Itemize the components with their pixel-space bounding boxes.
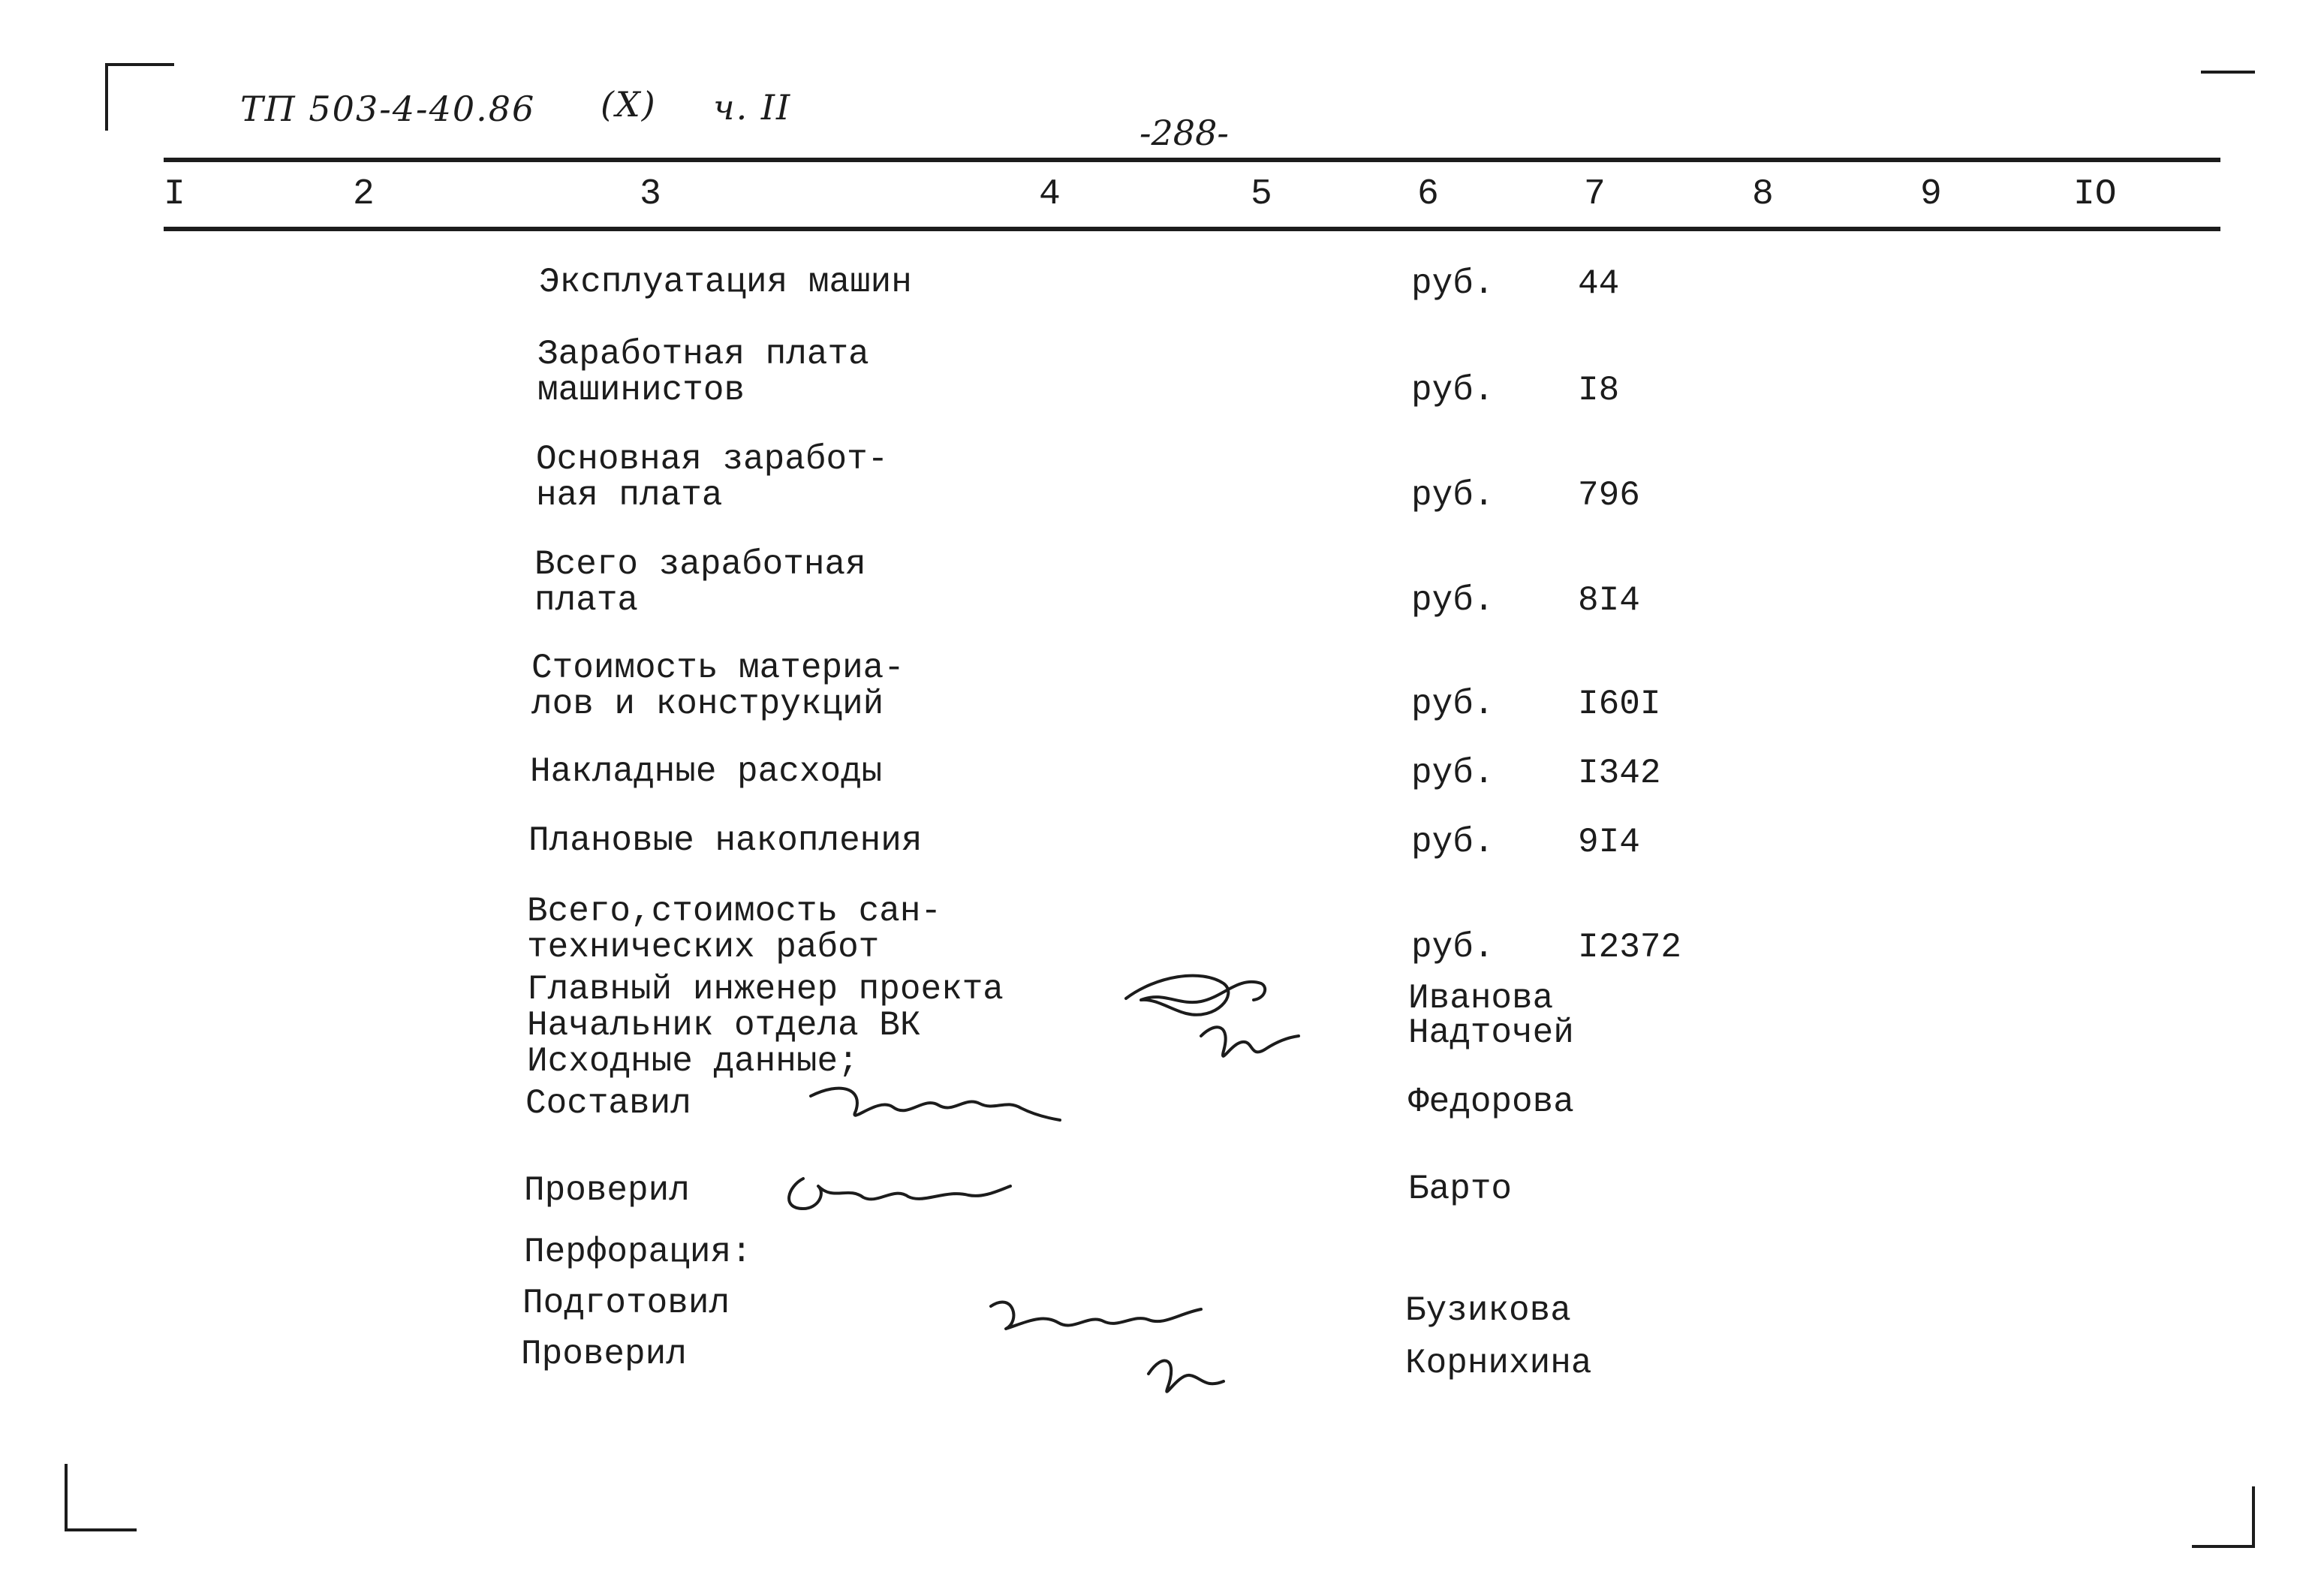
cost-item-label: Стоимость материа- лов и конструкций bbox=[531, 649, 905, 724]
corner-mark-top-left-v bbox=[105, 63, 108, 131]
cost-item-value: 9I4 bbox=[1578, 823, 1640, 862]
handwritten-signature-icon bbox=[976, 1276, 1246, 1411]
cost-item-label: Заработная плата машинистов bbox=[537, 335, 869, 410]
column-number: IO bbox=[2073, 174, 2117, 215]
name-checked-by-2: Корнихина bbox=[1405, 1344, 1592, 1383]
cost-item-value: 796 bbox=[1578, 476, 1640, 515]
cost-item-unit: руб. bbox=[1411, 371, 1495, 410]
name-chief-engineer: Иванова bbox=[1408, 979, 1554, 1018]
corner-mark-top-right-h bbox=[2201, 71, 2255, 74]
role-compiled-by: Составил bbox=[525, 1084, 691, 1123]
column-number: I bbox=[164, 174, 185, 215]
cost-item-unit: руб. bbox=[1411, 476, 1495, 515]
role-prepared-by: Подготовил bbox=[522, 1284, 730, 1323]
column-number: 9 bbox=[1920, 174, 1942, 215]
table-header-bottom-rule bbox=[164, 227, 2220, 231]
role-checked-by: Проверил bbox=[524, 1171, 690, 1210]
part-number: ч. II bbox=[713, 87, 792, 128]
cost-item-unit: руб. bbox=[1411, 823, 1495, 862]
cost-item-value: I60I bbox=[1578, 685, 1661, 724]
cost-item-unit: руб. bbox=[1411, 754, 1495, 793]
cost-item-value: 44 bbox=[1578, 264, 1620, 303]
corner-mark-bottom-left-v bbox=[65, 1464, 68, 1531]
name-checked-by: Барто bbox=[1408, 1170, 1513, 1209]
cost-item-label: Плановые накопления bbox=[528, 821, 923, 860]
page-number: -288- bbox=[1139, 113, 1229, 153]
column-number: 5 bbox=[1251, 174, 1272, 215]
corner-mark-bottom-right-v bbox=[2252, 1486, 2255, 1548]
source-data-label: Исходные данные; bbox=[527, 1042, 859, 1081]
cost-item-label: Накладные расходы bbox=[530, 752, 883, 791]
handwritten-signature-icon bbox=[796, 1066, 1066, 1141]
handwritten-signature-icon bbox=[773, 1156, 1013, 1224]
role-chief-engineer: Главный инженер проекта bbox=[527, 970, 1004, 1009]
column-number: 2 bbox=[353, 174, 375, 215]
name-compiled-by: Федорова bbox=[1408, 1083, 1574, 1122]
perforation-label: Перфорация: bbox=[524, 1233, 752, 1272]
cost-item-label: Эксплуатация машин bbox=[539, 263, 912, 302]
column-number: 6 bbox=[1417, 174, 1439, 215]
role-head-of-department: Начальник отдела ВК bbox=[527, 1006, 921, 1045]
cost-item-unit: руб. bbox=[1411, 264, 1495, 303]
cost-item-value: I8 bbox=[1578, 371, 1620, 410]
cost-item-value: I342 bbox=[1578, 754, 1661, 793]
document-reference: ТП 503-4-40.86 bbox=[240, 89, 536, 129]
cost-item-value: I2372 bbox=[1578, 928, 1682, 967]
handwritten-signature-icon bbox=[1111, 953, 1306, 1081]
cost-item-unit: руб. bbox=[1411, 685, 1495, 724]
column-number: 4 bbox=[1039, 174, 1061, 215]
name-prepared-by: Бузикова bbox=[1405, 1291, 1571, 1330]
cost-item-value: 8I4 bbox=[1578, 581, 1640, 620]
column-number: 3 bbox=[640, 174, 661, 215]
cost-item-unit: руб. bbox=[1411, 928, 1495, 967]
name-head-of-department: Надточей bbox=[1408, 1013, 1574, 1052]
corner-mark-bottom-right-h bbox=[2192, 1545, 2255, 1548]
column-number: 7 bbox=[1584, 174, 1606, 215]
cost-item-label: Всего заработная плата bbox=[534, 545, 866, 620]
column-number: 8 bbox=[1752, 174, 1774, 215]
section-number: (X) bbox=[601, 84, 657, 125]
table-top-rule bbox=[164, 158, 2220, 162]
cost-item-label: Основная заработ- ная плата bbox=[536, 440, 889, 515]
corner-mark-top-left-h bbox=[105, 63, 174, 66]
cost-item-unit: руб. bbox=[1411, 581, 1495, 620]
role-checked-by-2: Проверил bbox=[521, 1335, 687, 1374]
corner-mark-bottom-left-h bbox=[65, 1528, 137, 1531]
cost-item-label: Всего,стоимость сан- технических работ bbox=[527, 892, 942, 967]
